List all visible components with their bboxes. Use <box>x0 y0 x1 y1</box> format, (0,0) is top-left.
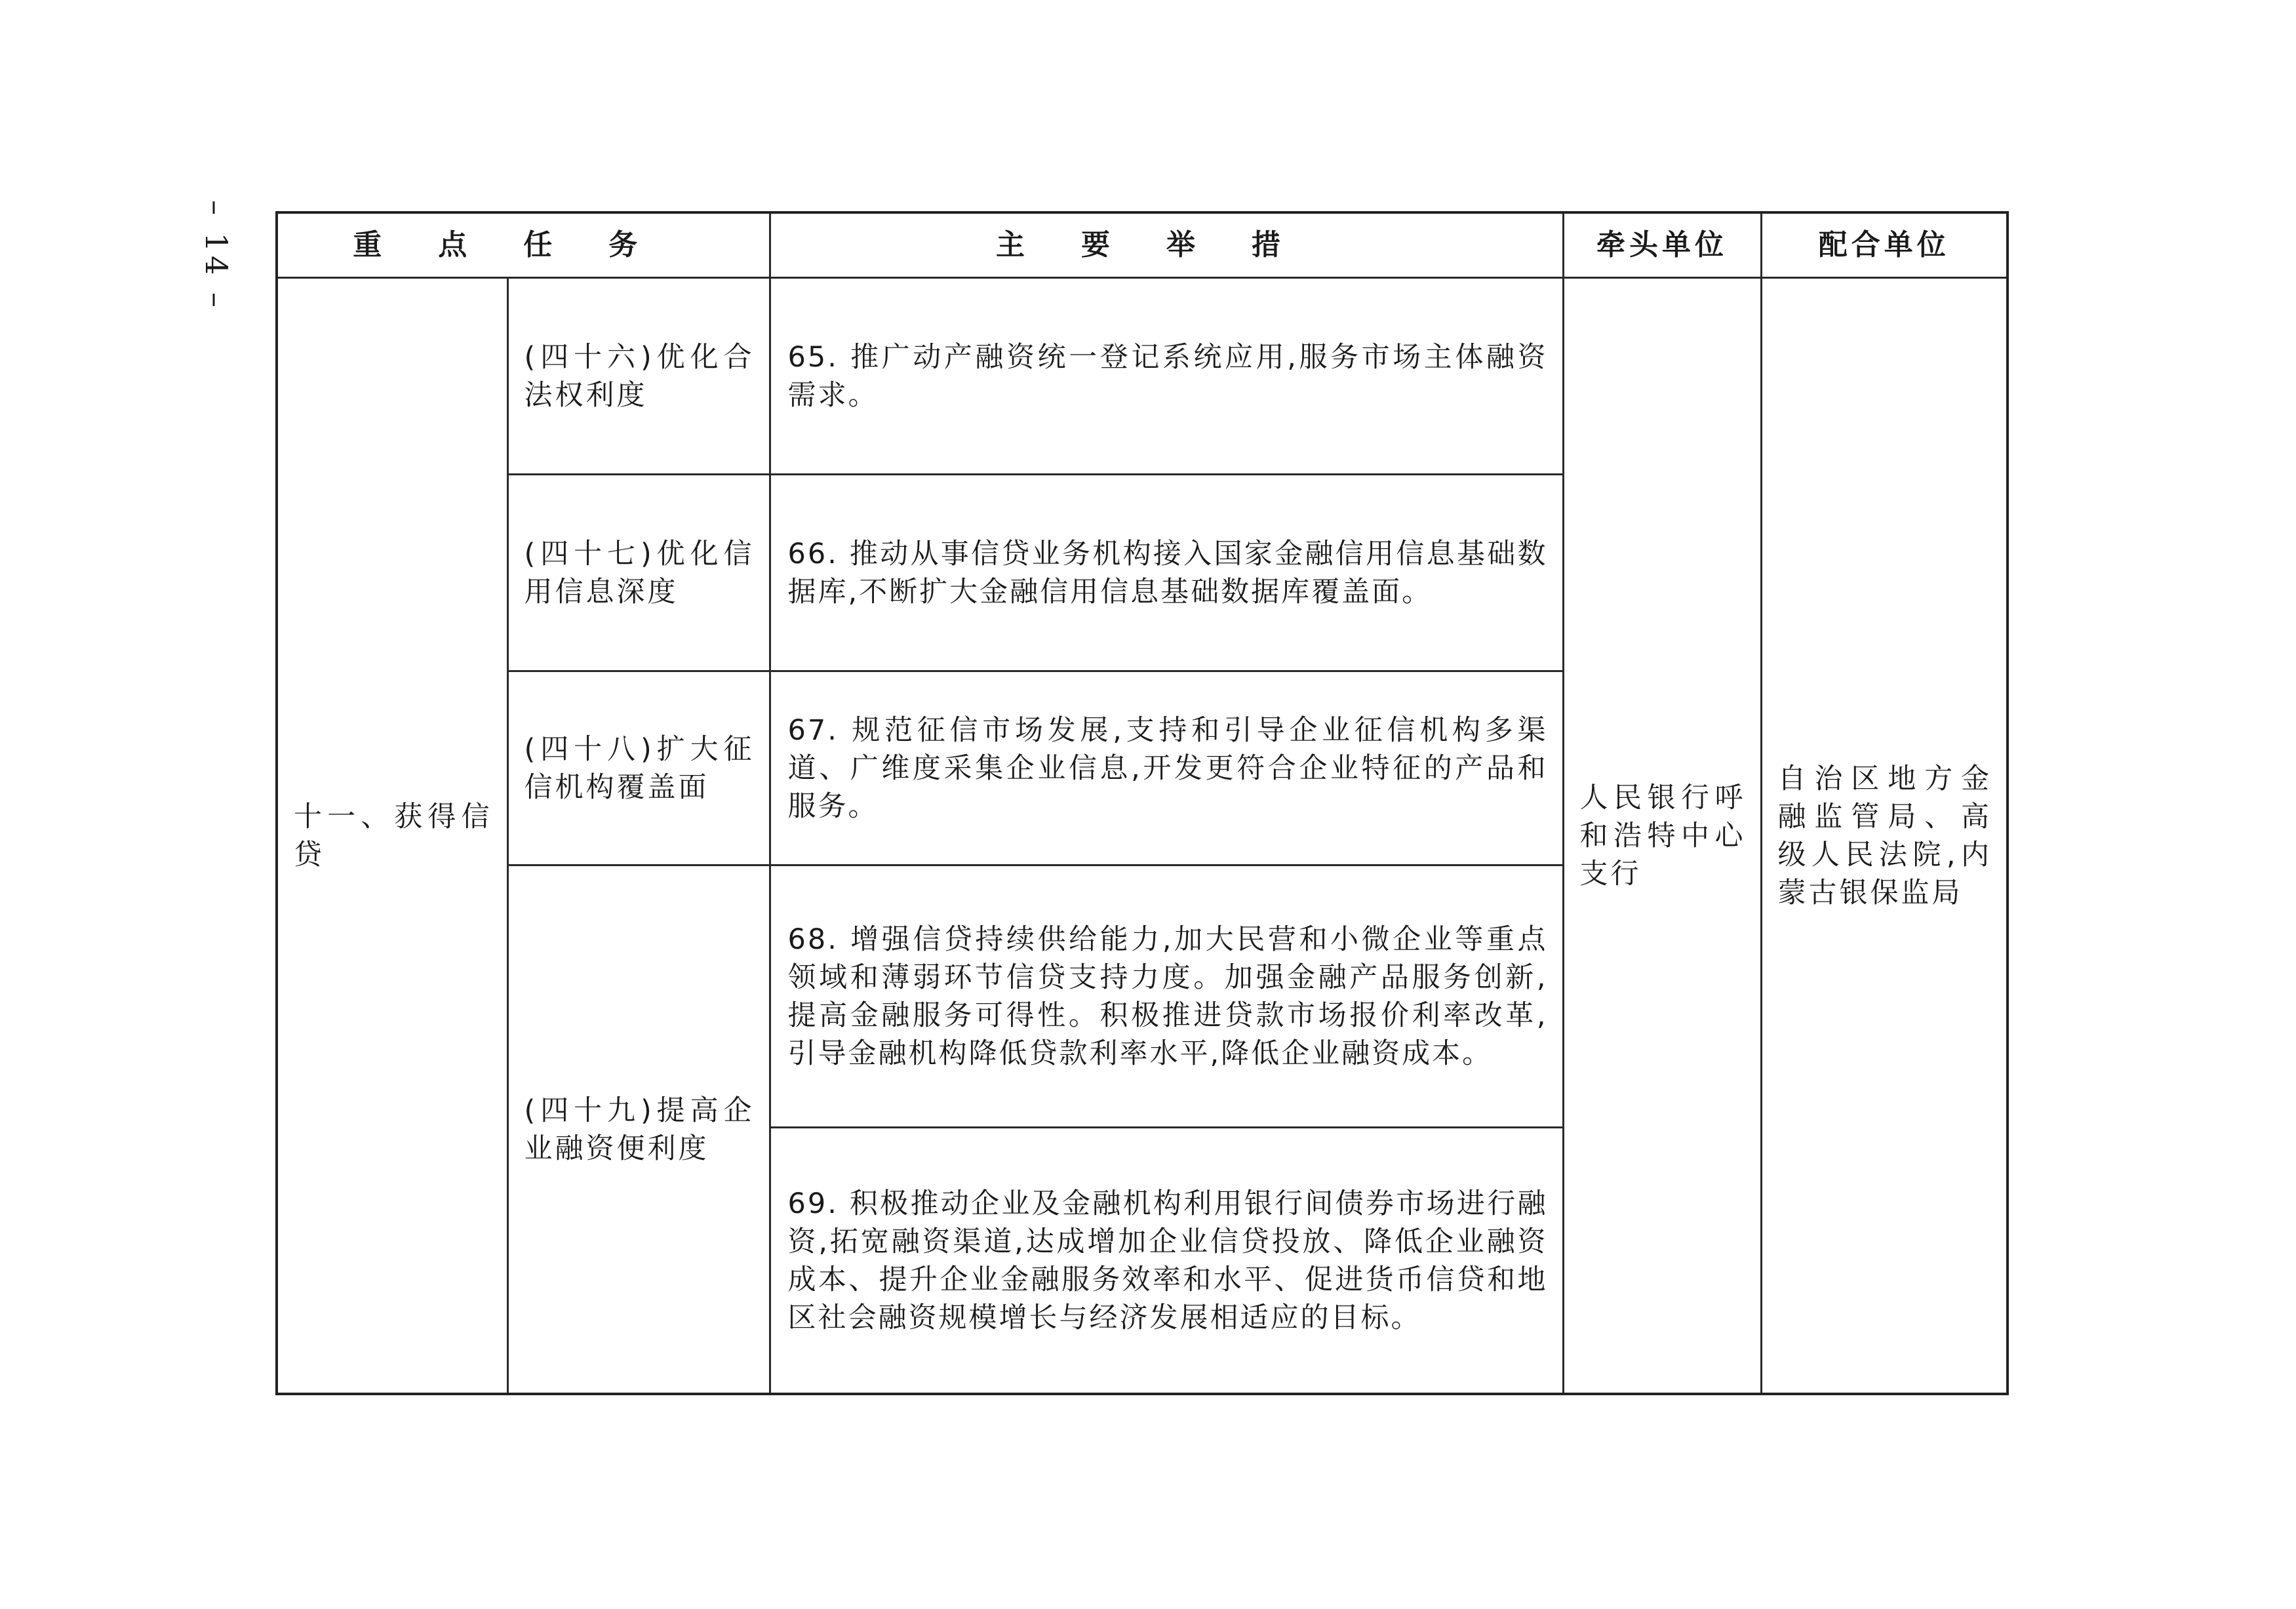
cooperating-units-label: 自治区地方金融监管局、高级人民法院,内蒙古银保监局 <box>1777 762 1992 909</box>
measure-text: 67. 规范征信市场发展,支持和引导企业征信机构多渠道、广维度采集企业信息,开发更符合企业特征的产品和服务。 <box>787 713 1548 823</box>
subtask-label: (四十七)优化信用信息深度 <box>524 537 755 608</box>
header-lead-unit: 牵头单位 <box>1563 212 1761 278</box>
task-table <box>275 211 2009 1395</box>
category-cell <box>277 278 507 1395</box>
measure-cell <box>770 671 1563 865</box>
measure-text: 68. 增强信贷持续供给能力,加大民营和小微企业等重点领域和薄弱环节信贷支持力度。加强金融产品服务创新,提高金融服务可得性。积极推进贷款市场报价利率改革,引导金融机构降低贷款利率水平,降低企业融资成本。 <box>787 923 1548 1070</box>
measure-cell <box>770 475 1563 671</box>
measure-cell <box>770 865 1563 1128</box>
subtask-cell <box>507 475 770 671</box>
subtask-cell <box>507 278 770 475</box>
table-row <box>277 278 2008 475</box>
header-cooperating-units: 配合单位 <box>1761 212 2008 278</box>
lead-unit-cell <box>1563 278 1761 1395</box>
page-number: – 14 – <box>199 200 234 311</box>
header-key-tasks: 重点任务 <box>277 212 770 278</box>
measure-text: 65. 推广动产融资统一登记系统应用,服务市场主体融资需求。 <box>787 340 1548 412</box>
cooperating-units-cell <box>1761 278 2008 1395</box>
subtask-cell <box>507 865 770 1394</box>
header-main-measures: 主要举措 <box>770 212 1563 278</box>
lead-unit-label: 人民银行呼和浩特中心支行 <box>1579 781 1746 890</box>
measure-cell <box>770 278 1563 475</box>
subtask-cell <box>507 671 770 865</box>
table-header-row <box>277 212 2008 278</box>
subtask-label: (四十九)提高企业融资便利度 <box>524 1094 755 1165</box>
subtask-label: (四十八)扩大征信机构覆盖面 <box>524 732 755 804</box>
measure-cell <box>770 1128 1563 1394</box>
measure-text: 69. 积极推动企业及金融机构利用银行间债券市场进行融资,拓宽融资渠道,达成增加企业信贷投放、降低企业融资成本、提升企业金融服务效率和水平、促进货币信贷和地区社会融资规模增长与经济发展相适应的目标。 <box>787 1187 1548 1334</box>
subtask-label: (四十六)优化合法权利度 <box>524 340 755 412</box>
category-label: 十一、获得信贷 <box>294 800 492 871</box>
measure-text: 66. 推动从事信贷业务机构接入国家金融信用信息基础数据库,不断扩大金融信用信息基础数据库覆盖面。 <box>787 537 1548 608</box>
